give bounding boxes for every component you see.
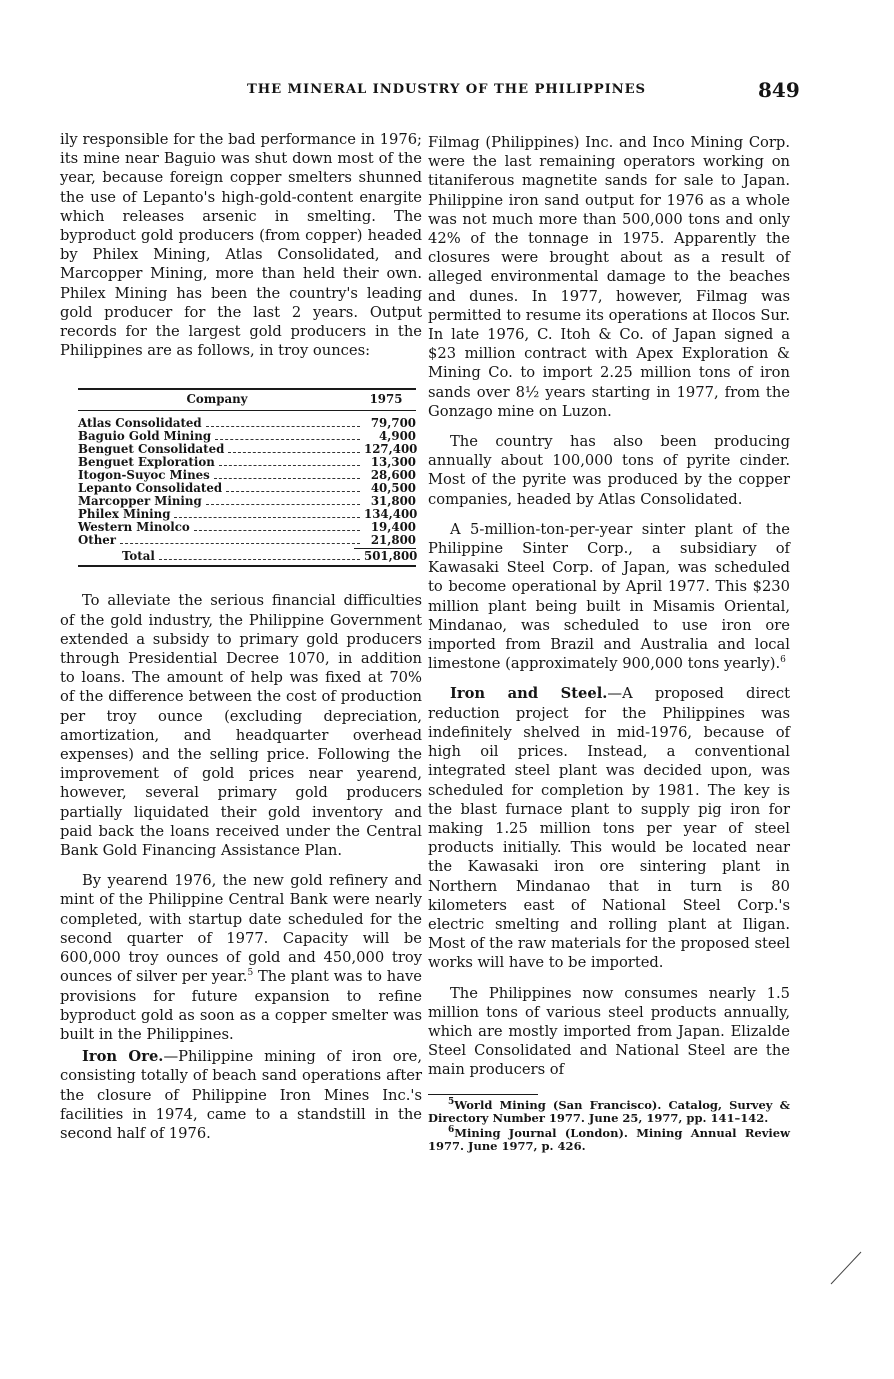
table-bottom-rule — [78, 565, 416, 567]
paragraph-iron-steel-text: —A proposed direct reduction project for the Philippines was indefinitely shelved in mid-1976, because of high oil prices. Instead, a conventional integrated steel plant was decided upon, was scheduled for completion by 1981. The key is the blast furnace plant to supply pig iron for making 1.25 million tons per year of steel products initially. This would be located near the Kawasaki iron ore sintering plant in Northern Mindanao that in turn is 80 kilometers east of National Steel Corp.'s electric smelting and rolling plant at Iligan. Most of the raw materials for the proposed steel works will have to be imported. — [428, 685, 790, 972]
company-name: Lepanto Consolidated — [78, 481, 223, 496]
paragraph-steel-consumption: The Philippines now consumes nearly 1.5 million tons of various steel products annually, which are mostly imported from Japan. Elizalde Steel Consolidated and National Steel are the main producers of — [428, 984, 790, 1079]
paragraph-subsidy: To alleviate the serious financial difficulties of the gold industry, the Philippine Government extended a subsidy to primary gold producers through Presidential Decree 1070, in addition to loans. The amount of help was fixed at 70% of the difference between the cost of production per troy ounce (excluding depreciation, amortization, and headquarter overhead expenses) and the selling price. Following the improvement of gold prices near yearend, however, several primary gold producers partially liquidated their gold inventory and paid back the loans received under the Central Bank Gold Financing Assistance Plan. — [60, 592, 422, 860]
footnote-text: Mining Journal (London). Mining Annual Review 1977. June 1977, p. 426. — [428, 1125, 790, 1153]
company-name: Marcopper Mining — [78, 494, 202, 509]
page-number: 849 — [758, 78, 800, 102]
footnote-number: 5 — [448, 1096, 455, 1107]
paragraph-refinery — [60, 871, 422, 1044]
company-name: Baguio Gold Mining — [78, 429, 212, 444]
ounces-value: 28,600 — [370, 468, 416, 483]
table-row — [78, 534, 416, 547]
dot-leader — [194, 529, 360, 531]
paragraph-iron-ore-text: —Philippine mining of iron ore, consisting totally of beach sand operations after the closure of Philippine Iron Mines Inc.'s facilities in 1974, came to a standstill in the second half of 1976. — [60, 1048, 423, 1142]
company-name: Philex Mining — [78, 507, 171, 522]
table-row — [78, 521, 416, 534]
footnote-text: World Mining (San Francisco). Catalog, Survey & Directory Number 1977. June 25, 1977, pp. 141–142. — [428, 1097, 790, 1125]
company-name: Benguet Consolidated — [78, 442, 225, 457]
dot-leader — [219, 464, 360, 466]
ounces-value: 19,400 — [370, 520, 416, 535]
ounces-value: 127,400 — [364, 442, 418, 457]
dot-leader — [159, 558, 360, 560]
dot-leader — [214, 477, 360, 479]
running-title: THE MINERAL INDUSTRY OF THE PHILIPPINES — [247, 82, 646, 97]
paragraph-refinery-end: The plant was to have provisions for future expansion to refine byproduct gold as soon as a copper smelter was built in the Philippines. — [60, 968, 422, 1043]
footnote-ref-6: 6 — [780, 655, 786, 666]
table-total-row — [78, 550, 416, 563]
dot-leader — [206, 425, 360, 427]
ounces-value: 13,300 — [370, 455, 416, 470]
page-header — [0, 78, 894, 102]
footnote-number: 6 — [448, 1124, 455, 1135]
gold-production-table — [78, 388, 416, 567]
paragraph-iron-steel — [428, 684, 790, 972]
section-heading-iron-ore: Iron Ore. — [82, 1048, 164, 1066]
footnote — [428, 1096, 790, 1125]
total-label: Total — [122, 549, 155, 564]
ounces-value: 79,700 — [370, 416, 416, 431]
pencil-mark — [825, 1250, 865, 1290]
paragraph-iron-sands: Filmag (Philippines) Inc. and Inco Mining Corp. were the last remaining operators working on titaniferous magnetite sands for sale to Japan. Philippine iron sand output for 1976 as a whole was not much more than 500,000 tons and only 42% of the tonnage in 1975. Apparently the closures were brought about as a result of alleged environmental damage to the beaches and dunes. In 1977, however, Filmag was permitted to resume its operations at Ilocos Sur. In late 1976, C. Itoh & Co. of Japan signed a $23 million contract with Apex Exploration & Mining Co. to import 2.25 million tons of iron sands over 8½ years starting in 1977, from the Gonzago mine on Luzon. — [428, 134, 790, 420]
footnote-ref-5: 5 — [247, 968, 254, 979]
column-header-year: 1975 — [369, 392, 403, 407]
company-name: Other — [78, 533, 117, 548]
ounces-value: 134,400 — [364, 507, 418, 522]
right-column — [428, 133, 790, 1155]
dot-leader — [206, 503, 360, 505]
dot-leader — [215, 438, 360, 440]
ounces-value: 4,900 — [379, 429, 416, 444]
table-body — [78, 411, 416, 563]
paragraph-sinter-text: A 5-million-ton-per-year sinter plant of the Philippine Sinter Corp., a subsidiary of Kawasaki Steel Corp. of Japan, was scheduled to become operational by April 1977. This $230 million plant being built in Misamis Oriental, Mindanao, was scheduled to use iron ore imported from Brazil and Australia and local limestone (approximately 900,000 tons yearly). — [428, 520, 790, 673]
company-name: Itogon-Suyoc Mines — [78, 468, 210, 483]
ounces-value: 40,500 — [370, 481, 416, 496]
footnote-rule — [428, 1094, 538, 1095]
ounces-value: 21,800 — [370, 533, 416, 548]
company-name: Atlas Consolidated — [78, 416, 202, 431]
left-column — [60, 130, 422, 1154]
section-heading-iron-steel: Iron and Steel. — [450, 685, 608, 703]
table-header — [78, 390, 416, 410]
paragraph-sinter-plant — [428, 520, 790, 674]
dot-leader — [226, 490, 360, 492]
dot-leader — [120, 542, 360, 544]
company-name: Western Minolco — [78, 520, 190, 535]
dot-leader — [228, 451, 360, 453]
paragraph-pyrite: The country has also been producing annually about 100,000 tons of pyrite cinder. Most of the pyrite was produced by the copper companies, headed by Atlas Consolidated. — [428, 433, 790, 508]
column-header-company: Company — [186, 392, 248, 407]
footnotes — [428, 1094, 790, 1153]
paragraph-gold-producers: ily responsible for the bad performance in 1976; its mine near Baguio was shut down most of the year, because foreign copper smelters shunned the use of Lepanto's high-gold-content enargite which releases arsenic in smelting. The byproduct gold producers (from copper) headed by Philex Mining, Atlas Consolidated, and Marcopper Mining, more than held their own. Philex Mining has been the country's leading gold producer for the last 2 years. Output records for the largest gold producers in the Philippines are as follows, in troy ounces: — [60, 131, 422, 360]
footnote — [428, 1124, 790, 1153]
total-value: 501,800 — [364, 549, 418, 564]
paragraph-refinery-text: By yearend 1976, the new gold refinery and mint of the Philippine Central Bank were nearly completed, with startup date scheduled for the second quarter of 1977. Capacity will be 600,000 troy ounces of gold and 450,000 troy ounces of silver per year. — [60, 872, 422, 986]
paragraph-iron-ore — [60, 1047, 422, 1143]
company-name: Benguet Exploration — [78, 455, 215, 470]
ounces-value: 31,800 — [370, 494, 416, 509]
dot-leader — [174, 516, 360, 518]
